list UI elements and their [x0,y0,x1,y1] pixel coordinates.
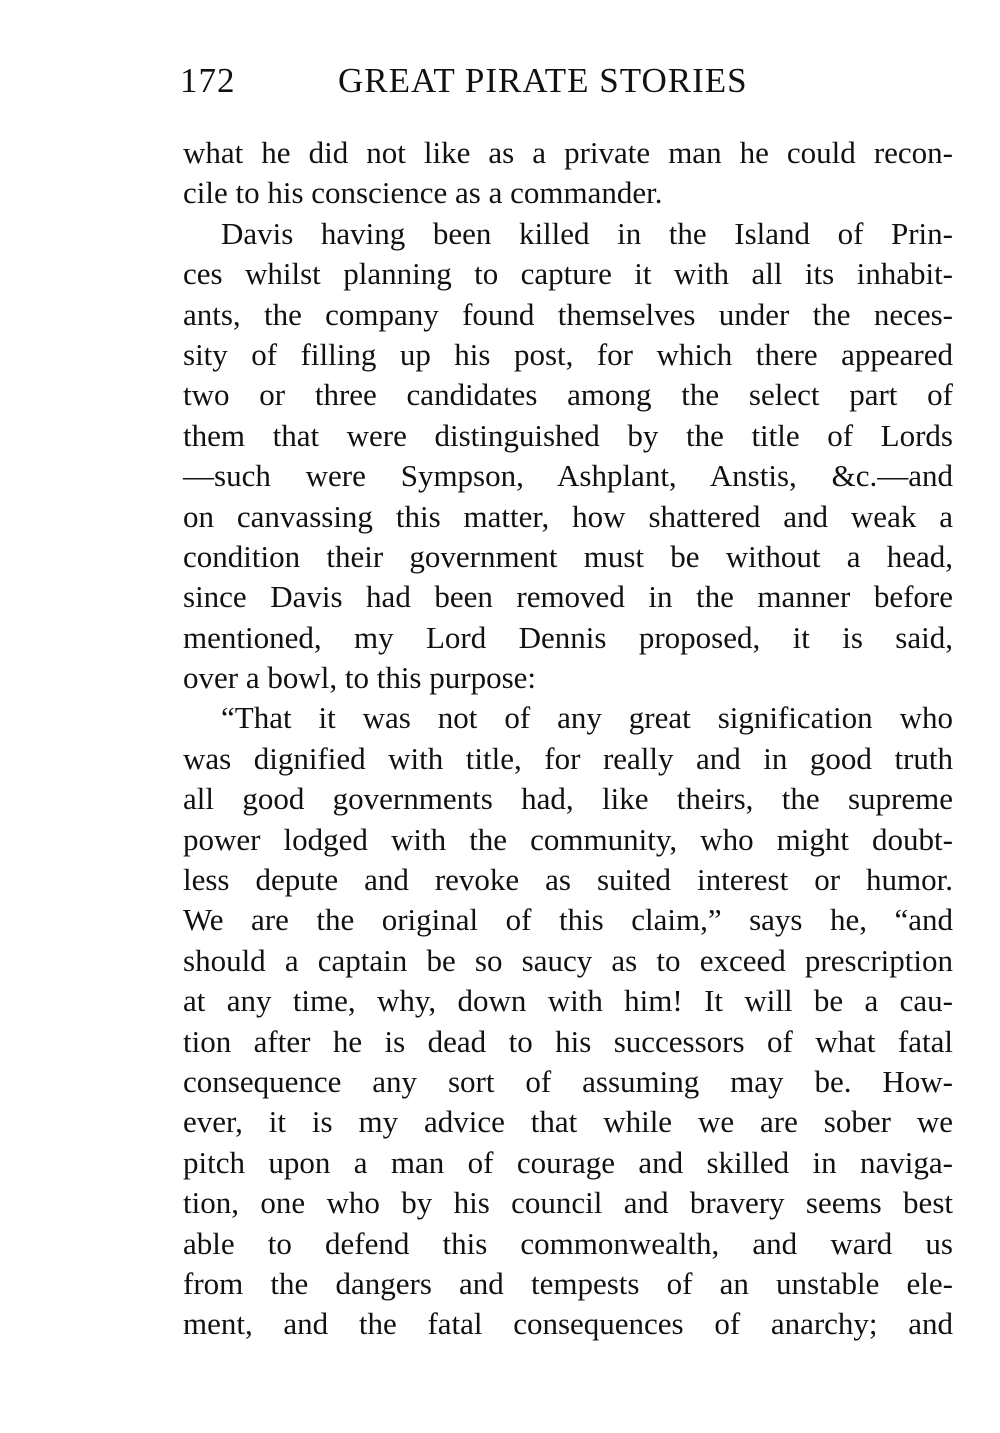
text-line: We are the original of this claim,” says he, “and [183,902,953,938]
text-line: tion, one who by his council and bravery seems best [183,1185,953,1221]
body-text [183,133,953,1345]
text-line: what he did not like as a private man he could recon- [183,135,953,170]
text-line: pitch upon a man of courage and skilled in naviga- [183,1144,953,1180]
text-line: “That it was not of any great signification who [221,700,953,736]
text-line: ants, the company found themselves under the neces- [183,296,953,332]
text-line: power lodged with the community, who might doubt- [183,821,953,857]
text-line: them that were distinguished by the title of Lords [183,417,953,453]
running-title: GREAT PIRATE STORIES [338,61,748,100]
text-line: able to defend this commonwealth, and ward us [183,1225,953,1261]
text-line: —such were Sympson, Ashplant, Anstis, &c.—and [183,458,953,494]
text-line: over a bowl, to this purpose: [183,660,537,696]
text-line: mentioned, my Lord Dennis proposed, it is said, [183,619,953,655]
text-line: from the dangers and tempests of an unstable ele- [183,1265,953,1301]
text-line: Davis having been killed in the Island of Prin- [221,215,953,251]
text-line: should a captain be so saucy as to exceed prescription [183,942,953,978]
text-line: on canvassing this matter, how shattered and weak a [183,498,953,534]
text-line: cile to his conscience as a commander. [183,175,663,211]
text-line: condition their government must be without a head, [183,538,953,574]
text-line: at any time, why, down with him! It will be a cau- [183,983,953,1019]
text-line: ces whilst planning to capture it with all its inhabit- [183,256,953,292]
text-line: less depute and revoke as suited interest or humor. [183,862,953,898]
text-line: consequence any sort of assuming may be. How- [183,1063,953,1099]
page-number: 172 [180,61,236,100]
text-line: sity of filling up his post, for which there appeared [183,336,953,372]
text-line: ment, and the fatal consequences of anarchy; and [183,1306,953,1342]
text-line: tion after he is dead to his successors of what fatal [183,1023,953,1059]
text-line: ever, it is my advice that while we are sober we [183,1104,953,1140]
text-line: all good governments had, like theirs, the supreme [183,781,953,817]
running-head [180,56,820,106]
text-line: two or three candidates among the select part of [183,377,953,413]
text-line: since Davis had been removed in the manner before [183,579,953,615]
text-line: was dignified with title, for really and in good truth [183,740,953,776]
